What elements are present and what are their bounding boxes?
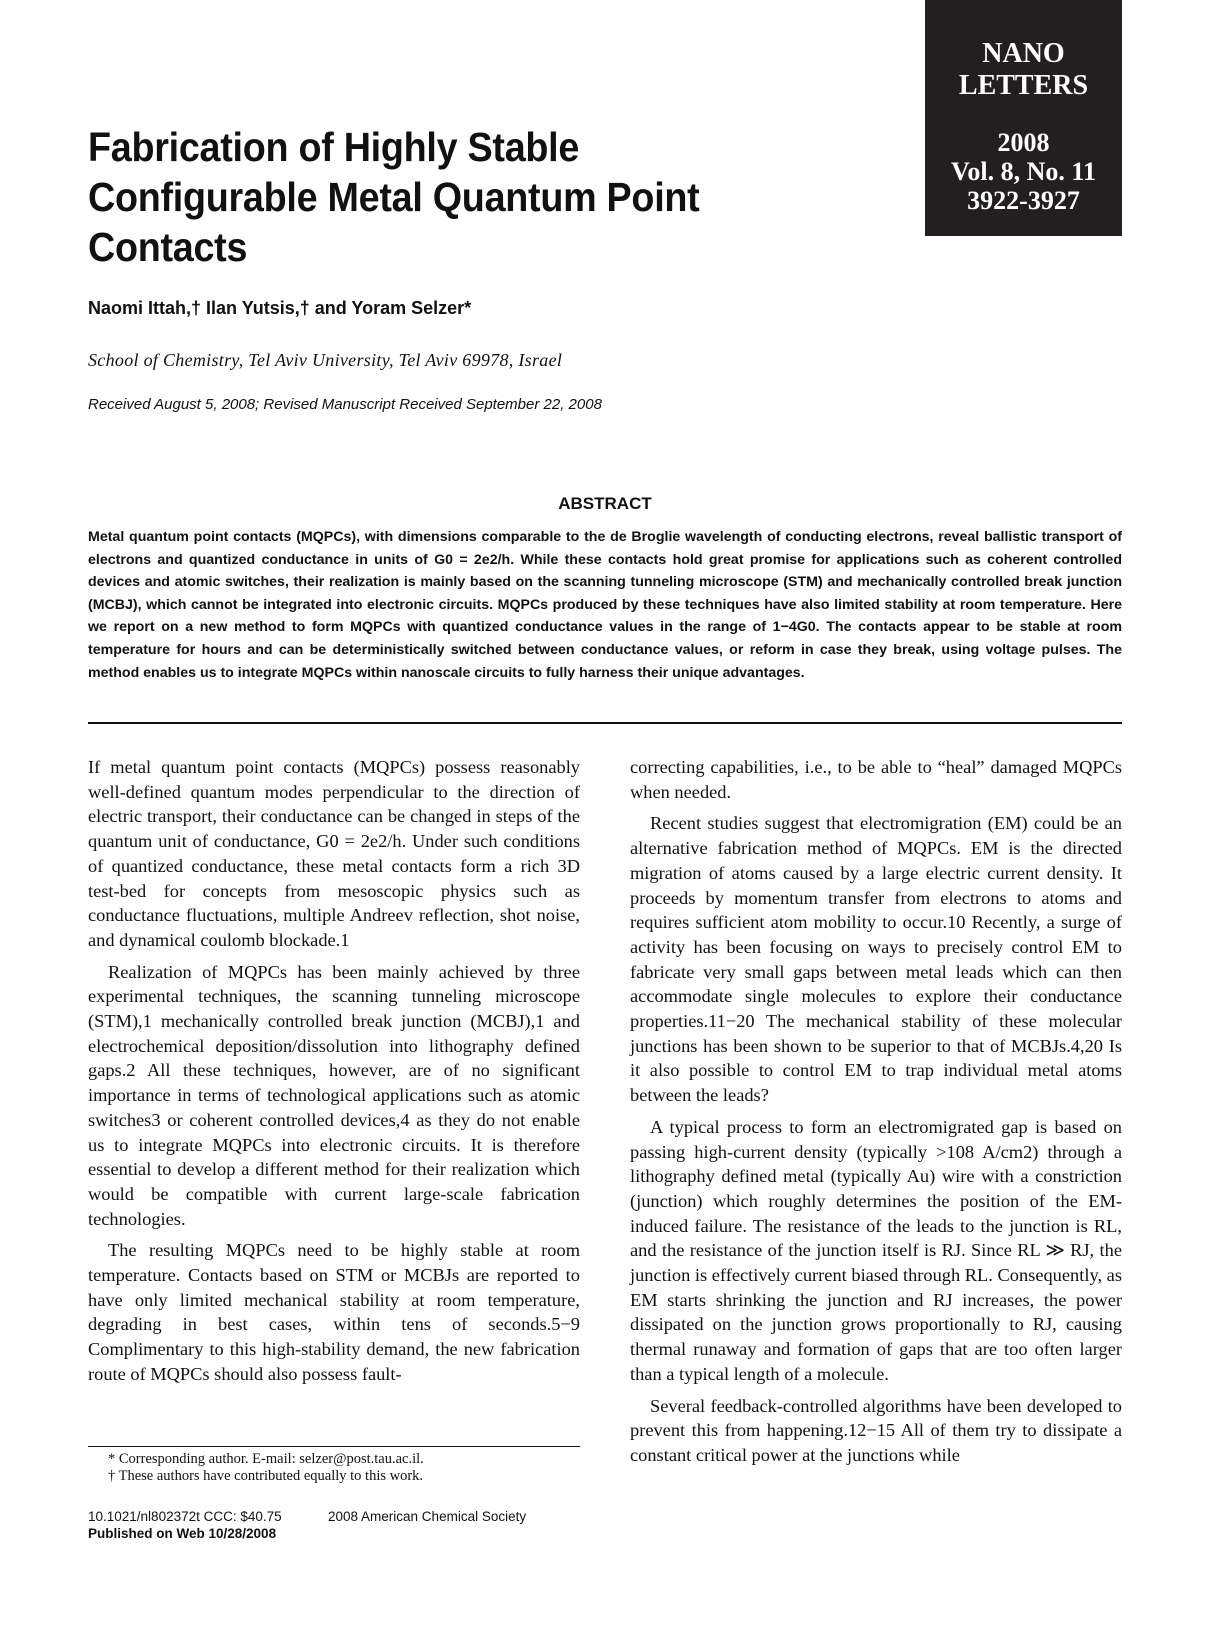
body-paragraph: If metal quantum point contacts (MQPCs) possess reasonably well-defined quantum modes perpendicular to the direction of electric transport, their conductance can be changed in steps of the quantum unit of conductance, G0 = 2e2/h. Under such conditions of quantized conductance, these metal contacts form a rich 3D test-bed for concepts from mesoscopic physics such as conductance fluctuations, multiple Andreev reflection, shot noise, and dynamical coulomb blockade.1 — [88, 757, 580, 950]
page-footer — [88, 1508, 527, 1542]
body-paragraph: The resulting MQPCs need to be highly stable at room temperature. Contacts based on STM or MCBJs are reported to have only limited mechanical stability at room temperature, degrading in best cases, within tens of seconds.5−9 Complimentary to this high-stability demand, the new fabrication route of MQPCs should also possess fault- — [88, 1240, 580, 1384]
body-paragraph: A typical process to form an electromigrated gap is based on passing high-current density (typically >108 A/cm2) through a lithography defined metal (typically Au) wire with a constriction (junction) which roughly determines the position of the EM-induced failure. The resistance of the leads to the junction is RL, and the resistance of the junction itself is RJ. Since RL ≫ RJ, the junction is effectively current biased through RL. Consequently, as EM starts shrinking the junction and RJ increases, the power dissipated on the junction grows proportionally to RJ, causing thermal runaway and formation of gaps that are too often larger than a typical length of a molecule. — [630, 1116, 1122, 1384]
body-column-right — [630, 755, 1122, 1475]
body-paragraph: correcting capabilities, i.e., to be able to “heal” damaged MQPCs when needed. — [630, 757, 1122, 802]
body-paragraph: Recent studies suggest that electromigration (EM) could be an alternative fabrication method of MQPCs. EM is the directed migration of atoms caused by a large electric current density. It proceeds by momentum transfer from electrons to atoms and requires sufficient atom mobility to occur.10 Recently, a surge of activity has been focusing on ways to precisely control EM to fabricate very small gaps between metal leads which can then accommodate single molecules to explore their conductance properties.11−20 The mechanical stability of these molecular junctions has been shown to be superior to that of MCBJs.4,20 Is it also possible to control EM to trap individual metal atoms between the leads? — [630, 813, 1122, 1106]
journal-volume: Vol. 8, No. 11 — [951, 157, 1096, 186]
article-title: Fabrication of Highly Stable Configurable Metal Quantum Point Contacts — [88, 124, 700, 270]
journal-issue — [925, 128, 1122, 215]
body-column-left — [88, 755, 580, 1394]
journal-name: NANO LETTERS — [958, 38, 1089, 101]
body-paragraph: Several feedback-controlled algorithms have been developed to prevent this from happening.12−15 All of them try to dissipate a constant critical power at the junctions while — [630, 1395, 1122, 1465]
article-affiliation: School of Chemistry, Tel Aviv University, Tel Aviv 69978, Israel — [88, 350, 563, 370]
footnote-divider — [88, 1446, 580, 1447]
abstract-heading: ABSTRACT — [558, 494, 652, 513]
footer-doi: 10.1021/nl802372t CCC: $40.75 — [88, 1509, 282, 1524]
footnotes — [108, 1451, 578, 1485]
footer-copyright: 2008 American Chemical Society — [328, 1509, 527, 1524]
footer-published: Published on Web 10/28/2008 — [88, 1526, 277, 1541]
abstract-divider — [88, 722, 1122, 724]
article-authors: Naomi Ittah,† Ilan Yutsis,† and Yoram Selzer* — [88, 298, 472, 318]
body-paragraph: Realization of MQPCs has been mainly achieved by three experimental techniques, the scanning tunneling microscope (STM),1 mechanically controlled break junction (MCBJ),1 and electrochemical deposition/dissolution into lithography defined gaps.2 All these techniques, however, are of no significant importance in terms of technological applications such as atomic switches3 or coherent controlled devices,4 as they do not enable us to integrate MQPCs into electronic circuits. It is therefore essential to develop a different method for their realization which would be compatible with current large-scale fabrication technologies. — [88, 961, 580, 1229]
journal-badge — [925, 0, 1122, 236]
footnote-equal-contribution: † These authors have contributed equally to this work. — [108, 1468, 424, 1484]
abstract-text: Metal quantum point contacts (MQPCs), with dimensions comparable to the de Broglie wavelength of conducting electrons, reveal ballistic transport of electrons and quantized conductance in units of G0 = 2e2/h. While these contacts hold great promise for applications such as coherent controlled devices and atomic switches, their realization is mainly based on the scanning tunneling microscope (STM) and mechanically controlled break junction (MCBJ), which cannot be integrated into electronic circuits. MQPCs produced by these techniques have also limited stability at room temperature. Here we report on a new method to form MQPCs with quantized conductance values in the range of 1−4G0. The contacts appear to be stable at room temperature for hours and can be deterministically switched between conductance values, or reform in case they break, using voltage pulses. The method enables us to integrate MQPCs within nanoscale circuits to fully harness their unique advantages. — [88, 529, 1122, 681]
journal-year: 2008 — [997, 128, 1050, 157]
footnote-corresponding-author: * Corresponding author. E-mail: selzer@post.tau.ac.il. — [108, 1451, 424, 1467]
journal-pages: 3922-3927 — [967, 186, 1080, 215]
received-dates: Received August 5, 2008; Revised Manuscript Received September 22, 2008 — [88, 396, 602, 413]
